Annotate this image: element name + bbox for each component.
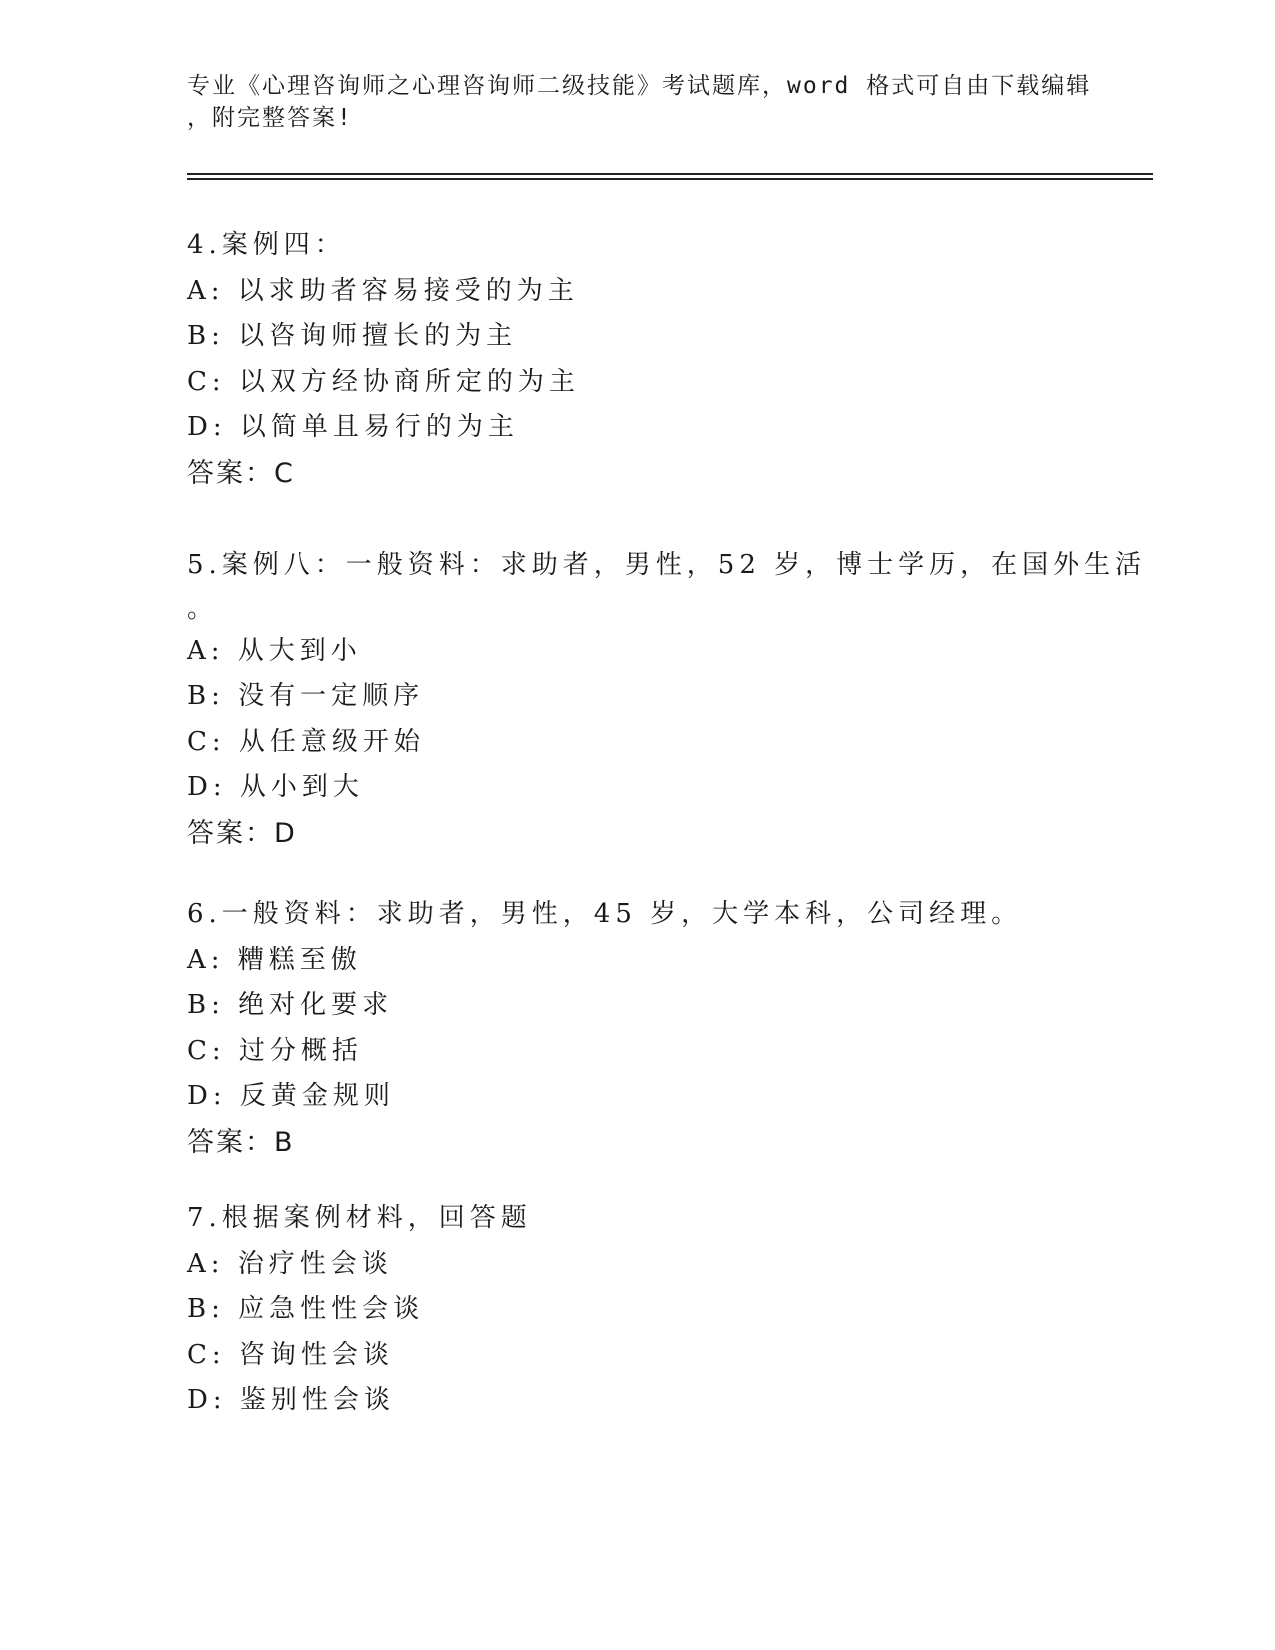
option-c: C: 过分概括	[187, 1035, 363, 1066]
option-d: D: 以简单且易行的为主	[187, 412, 519, 442]
option-b: B: 应急性性会谈	[187, 1294, 425, 1324]
option-b: B: 以咨询师擅长的为主	[187, 321, 518, 351]
question-6	[187, 892, 1087, 1165]
header-title-line1: 专业《心理咨询师之心理咨询师二级技能》考试题库，word 格式可自由下载编辑	[187, 73, 1092, 99]
question-title: 6.一般资料：求助者，男性，45 岁，大学本科，公司经理。	[187, 899, 1023, 929]
option-d: D: 鉴别性会谈	[187, 1385, 395, 1415]
header-title-line2: ，附完整答案!	[187, 105, 353, 131]
option-b: B: 没有一定顺序	[187, 681, 425, 711]
answer-label: 答案：D	[187, 817, 297, 849]
option-a: A: 从大到小	[187, 635, 362, 666]
question-7	[187, 1196, 1087, 1424]
question-title: 5.案例八：一般资料：求助者，男性，52 岁，博士学历，在国外生活	[187, 550, 1147, 580]
header-divider-bottom	[187, 178, 1153, 180]
option-c: C: 从任意级开始	[187, 726, 425, 757]
answer-label: 答案：C	[187, 457, 295, 489]
question-title-continuation: 。	[187, 593, 219, 624]
option-a: A: 以求助者容易接受的为主	[187, 275, 579, 306]
option-d: D: 从小到大	[187, 772, 364, 802]
option-a: A: 糟糕至傲	[187, 944, 362, 975]
option-c: C: 以双方经协商所定的为主	[187, 366, 580, 397]
option-b: B: 绝对化要求	[187, 990, 394, 1020]
question-title: 7.根据案例材料，回答题	[187, 1203, 532, 1233]
question-5	[187, 543, 1147, 856]
question-title: 4.案例四：	[187, 230, 346, 260]
option-c: C: 咨询性会谈	[187, 1339, 394, 1370]
header-divider-top	[187, 173, 1153, 175]
option-d: D: 反黄金规则	[187, 1081, 395, 1111]
option-a: A: 治疗性会谈	[187, 1248, 393, 1279]
question-4	[187, 223, 1087, 496]
answer-label: 答案：B	[187, 1126, 295, 1158]
